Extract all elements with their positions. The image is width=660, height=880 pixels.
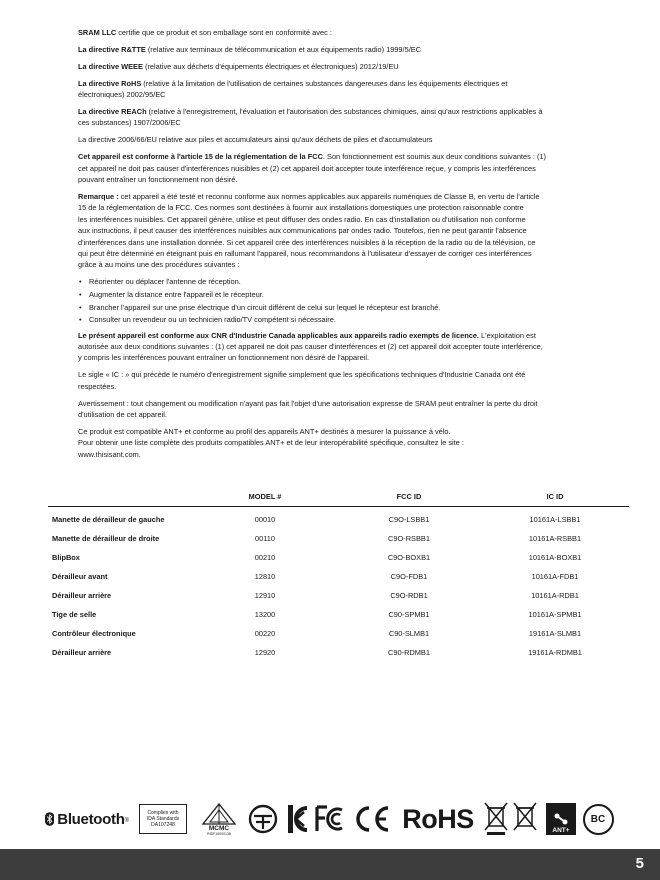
crossed-bin-icon	[513, 802, 537, 836]
ce-icon	[353, 805, 391, 833]
text-line	[78, 259, 630, 270]
text-line	[78, 78, 630, 89]
crossed-bin-icon	[484, 802, 508, 836]
text: aux instructions, il peut causer des interférences nuisibles aux communications par ondes radio. Toutefois, rien ne peut garantir l'absence	[78, 226, 527, 236]
text-line	[78, 398, 630, 409]
text: www.thisisant.com.	[78, 449, 141, 459]
bold-text: Le présent appareil est conforme aux CNR d'Industrie Canada applicables aux appareils radio exempts de licence.	[78, 330, 479, 340]
ic-mark-logo	[285, 804, 311, 834]
fcc-id: C9O-FDB1	[390, 572, 428, 581]
text-line	[78, 202, 630, 213]
ic-id: 10161A-SPMB1	[528, 610, 582, 619]
text: (relative à l'enregistrement, l'évaluation et l'autorisation des substances chimiques, ainsi qu'aux restrictions applicables à	[146, 107, 543, 117]
table-body	[48, 507, 629, 663]
table-header-name	[48, 488, 193, 507]
text-line	[78, 163, 630, 174]
component-name: Dérailleur arrière	[52, 591, 112, 600]
page-number: 5	[635, 855, 644, 872]
table-header-model: MODEL #	[193, 488, 337, 507]
bluetooth-registered-mark: ®	[124, 818, 129, 824]
ant-plus-text: ANT+	[552, 827, 570, 834]
bold-text: Cet appareil est conforme à l'article 15 de la réglementation de la FCC	[78, 152, 323, 162]
table-row	[48, 548, 629, 567]
mcmc-id-text: RIDF16000138	[207, 831, 231, 836]
intro-paragraph	[78, 134, 630, 145]
text: ces substances) 1907/2006/EC	[78, 118, 181, 128]
model-number: 00210	[254, 553, 276, 562]
list-item: • Réorienter ou déplacer l'antenne de réception.	[78, 276, 630, 287]
text-line	[78, 237, 630, 248]
text: Avertissement : tout changement ou modification n'ayant pas fait l'objet d'une autorisation expresse de SRAM peut entraîner la perte du droit	[78, 398, 538, 408]
table-row	[48, 605, 629, 624]
intro-paragraph	[78, 78, 630, 101]
text-line	[78, 352, 630, 363]
telecom-mark-logo	[247, 804, 279, 834]
ic-id: 19161A-RDMB1	[528, 648, 582, 657]
ant-icon	[553, 812, 569, 826]
bc-text: BC	[590, 813, 606, 825]
intro-paragraph	[78, 151, 630, 185]
ida-compliance-badge	[139, 804, 187, 834]
bold-text: La directive WEEE	[78, 61, 143, 71]
text-line	[78, 44, 630, 55]
text-line	[78, 248, 630, 259]
notice-paragraph	[78, 369, 630, 392]
ida-line-3: DA107248	[151, 822, 175, 828]
text-line	[78, 151, 630, 162]
list-item: • Consulter un revendeur ou un technicien radio/TV compétent si nécessaire.	[78, 314, 630, 325]
footer-bar	[0, 849, 660, 880]
text: d'interférences dans une installation donnée. Si cet appareil crée des interférences nuisibles à la réception de la radio ou de la télévision, ce	[78, 237, 536, 247]
text-line	[78, 191, 630, 202]
ce-logo	[353, 805, 391, 833]
fcc-id: C9O-LSBB1	[388, 515, 430, 524]
certification-logos	[45, 798, 633, 840]
fcc-id: C9O-RSBB1	[388, 534, 430, 543]
table-row	[48, 624, 629, 643]
text: grâce à au moins une des procédures suivantes :	[78, 260, 240, 270]
text: y compris les interférences pouvant entraîner un fonctionnement non désiré de l'appareil.	[78, 353, 370, 363]
list-item: • Brancher l'appareil sur une prise électrique d'un circuit différent de celui sur lequel le récepteur est branché.	[78, 302, 630, 313]
paragraphs-after-bullets	[78, 330, 630, 461]
text: autorisée aux deux conditions suivantes : (1) cet appareil ne doit pas causer d'interférences et (2) cet appareil doit accepter toute interférence,	[78, 341, 543, 351]
ant-plus-badge	[546, 803, 576, 835]
text-line	[78, 214, 630, 225]
bluetooth-logo	[45, 808, 129, 830]
text: (relative aux déchets d'équipements électriques et électroniques) 2012/19/EU	[142, 61, 399, 71]
model-number: 00010	[254, 515, 276, 524]
fcc-id: C90-RDMB1	[388, 648, 430, 657]
text-line	[78, 409, 630, 420]
text-line	[78, 106, 630, 117]
table-header-fcc: FCC ID	[337, 488, 481, 507]
component-name: BlipBox	[52, 553, 80, 562]
bullet-list	[78, 276, 630, 325]
notice-paragraph	[78, 398, 630, 421]
mcmc-logo	[197, 803, 241, 836]
model-number: 12920	[254, 648, 276, 657]
model-id-table	[48, 488, 629, 662]
text: (relative aux terminaux de télécommunication et aux équipements radio) 1999/5/EC	[145, 44, 422, 54]
bold-text: SRAM LLC	[78, 28, 117, 37]
model-number: 00110	[254, 534, 275, 543]
text-line	[78, 341, 630, 352]
bold-text: La directive REACh	[78, 107, 147, 117]
ic-id: 10161A-RSBB1	[528, 534, 582, 543]
component-name: Tige de selle	[52, 610, 97, 619]
table-row	[48, 507, 629, 530]
compliance-text	[78, 27, 630, 466]
bold-text: La directive RoHS	[78, 78, 142, 88]
ida-line-2: IDA Standards	[146, 816, 180, 822]
intro-paragraph	[78, 27, 630, 38]
fcc-id: C90-SPMB1	[388, 610, 430, 619]
fcc-logo	[315, 805, 349, 833]
rohs-logo	[395, 805, 481, 833]
text: L'exploitation est	[479, 330, 536, 340]
text: qui peut être déterminé en éteignant puis en rallumant l'appareil, nous recommandons à l'utilisateur d'essayer de corriger ces interférences	[78, 249, 532, 258]
fcc-id: C9O-BOXB1	[387, 553, 431, 562]
bold-text: La directive R&TTE	[78, 44, 146, 54]
paragraphs-before-bullets	[78, 27, 630, 271]
text-line	[78, 61, 630, 72]
intro-paragraph	[78, 61, 630, 72]
bc-logo	[581, 804, 615, 835]
bc-circle	[583, 804, 614, 835]
text: La directive 2006/66/EU relative aux piles et accumulateurs ainsi qu'aux déchets de piles et d'accumulateurs	[78, 135, 433, 145]
rohs-text: RoHS	[402, 804, 474, 834]
component-name: Dérailleur arrière	[52, 648, 112, 657]
ant-plus-logo	[545, 803, 577, 835]
text: certifie que ce produit et son emballage sont en conformité avec :	[116, 28, 332, 37]
text-line	[78, 369, 630, 380]
table-header-ic: IC ID	[481, 488, 629, 507]
bluetooth-text: Bluetooth	[57, 810, 125, 828]
text-line	[78, 437, 630, 448]
text: électroniques) 2002/95/EC	[78, 90, 166, 100]
notice-paragraph	[78, 330, 630, 364]
text-line	[78, 449, 630, 460]
weee-bin-logo-1	[483, 802, 509, 836]
model-number: 12810	[254, 572, 276, 581]
table-row	[48, 567, 629, 586]
table-header-row	[48, 488, 629, 507]
model-number: 00220	[254, 629, 276, 638]
component-name: Dérailleur avant	[52, 572, 108, 581]
fcc-id: C9O-RDB1	[390, 591, 428, 600]
text-line	[78, 225, 630, 236]
table-row	[48, 529, 629, 548]
text: cet appareil a été testé et reconnu conforme aux normes applicables aux appareils numériques de Classe B, en vertu de l'article	[118, 191, 540, 201]
text: Le sigle « IC : » qui précède le numéro d'enregistrement signifie simplement que les spécifications techniques d'Industrie Canada ont été	[78, 370, 526, 380]
list-item: • Augmenter la distance entre l'appareil et le récepteur.	[78, 289, 630, 300]
bold-text: Remarque :	[78, 191, 119, 201]
text-line	[78, 89, 630, 100]
text-line	[78, 426, 630, 437]
text: les interférences nuisibles. Cet appareil génère, utilise et peut diffuser des ondes radio. En cas d'installation ou d'utilisation non conforme	[78, 214, 526, 224]
intro-paragraph	[78, 44, 630, 55]
bluetooth-icon	[45, 808, 54, 830]
text: Ce produit est compatible ANT+ et conforme au profil des appareils ANT+ destinés à mesurer la puissance à vélo.	[78, 426, 451, 436]
table-row	[48, 586, 629, 605]
text: (relative à la limitation de l'utilisation de certaines substances dangereuses dans les équipements électriques et	[141, 78, 508, 88]
text: Pour obtenir une liste complète des produits compatibles ANT+ et de leur interopérabilité spécifique, consultez le site :	[78, 438, 464, 448]
component-name: Manette de dérailleur de droite	[52, 534, 160, 543]
mcmc-icon	[201, 803, 237, 825]
telecom-mark-icon	[248, 804, 278, 834]
component-name: Contrôleur électronique	[52, 629, 136, 638]
ic-id: 10161A-RDB1	[531, 591, 579, 600]
component-name: Manette de dérailleur de gauche	[52, 515, 165, 524]
mcmc-text: MCMC	[208, 824, 230, 832]
text-line	[78, 27, 630, 38]
fcc-icon	[315, 805, 349, 833]
text-line	[78, 381, 630, 392]
intro-paragraph	[78, 191, 630, 271]
model-number: 12910	[254, 591, 276, 600]
ic-id: 10161A-LSBB1	[529, 515, 581, 524]
text: d'utilisation de cet appareil.	[78, 409, 167, 419]
notice-paragraph	[78, 426, 630, 460]
text-line	[78, 134, 630, 145]
text: pouvant entraîner un fonctionnement non désiré.	[78, 175, 238, 185]
model-number: 13200	[254, 610, 276, 619]
text: respectées.	[78, 381, 117, 391]
text: cet appareil ne doit pas causer d'interférences nuisibles et (2) cet appareil doit accepter toute interférence reçue, y compris les interférences	[78, 163, 536, 173]
ic-id: 19161A-SLMB1	[528, 629, 582, 638]
text-line	[78, 117, 630, 128]
text: 15 de la réglementation de la FCC. Ces normes sont destinées à fournir aux installations domestiques une protection raisonnable contre	[78, 203, 524, 213]
ida-line-1: Complies with	[147, 810, 179, 816]
weee-bin-logo-2	[511, 802, 539, 836]
ic-id: 10161A-BOXB1	[528, 553, 582, 562]
fcc-id: C90-SLMB1	[388, 629, 430, 638]
ic-id: 10161A-FDB1	[531, 572, 579, 581]
text: . Son fonctionnement est soumis aux deux conditions suivantes : (1)	[322, 152, 546, 162]
text-line	[78, 330, 630, 341]
intro-paragraph	[78, 106, 630, 129]
table-row	[48, 643, 629, 662]
ic-mark-icon	[287, 804, 309, 834]
text-line	[78, 174, 630, 185]
